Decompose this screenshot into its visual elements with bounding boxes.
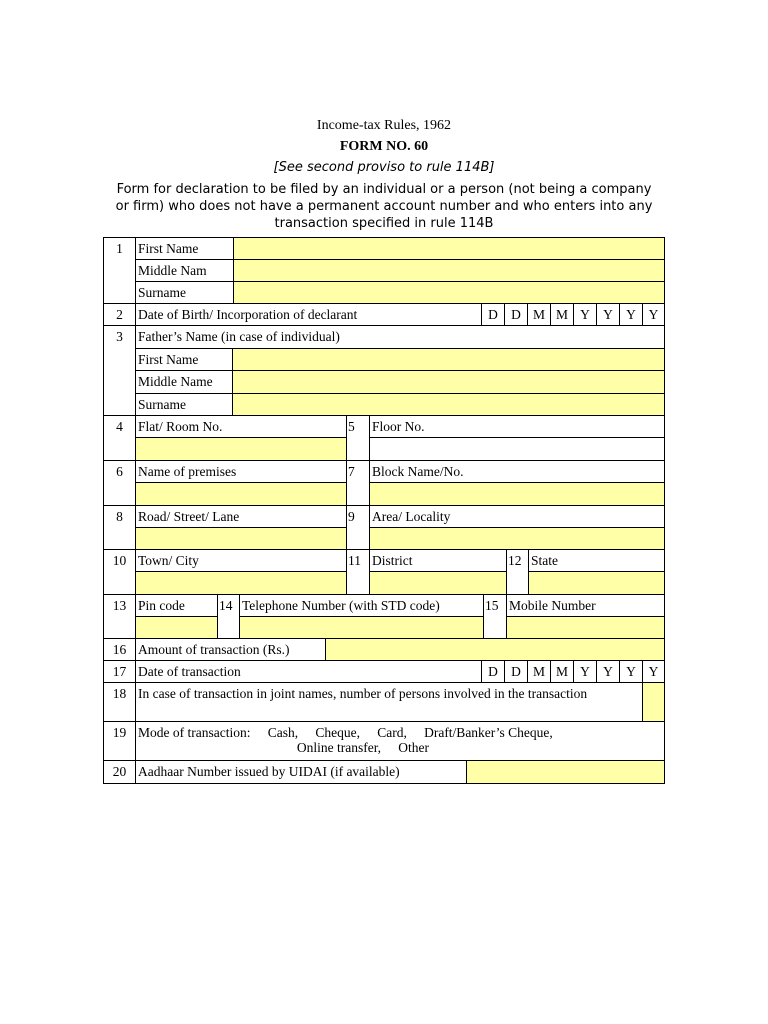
father-middle-name-label: Middle Name [135, 370, 233, 394]
txn-year-digit[interactable]: Y [619, 660, 643, 683]
father-surname-label: Surname [135, 393, 233, 416]
first-name-field[interactable] [233, 237, 665, 260]
row-number: 7 [346, 460, 370, 506]
form-title: FORM NO. 60 [339, 139, 429, 154]
fathers-name-label: Father’s Name (in case of individual) [135, 325, 665, 349]
amount-field[interactable] [325, 638, 665, 661]
row-number: 20 [103, 760, 136, 784]
row-number: 11 [346, 549, 370, 595]
txn-day-digit[interactable]: D [504, 660, 528, 683]
row-number: 12 [506, 549, 529, 595]
town-label: Town/ City [135, 549, 347, 572]
state-label: State [528, 549, 665, 572]
row-number: 16 [103, 638, 136, 661]
row-number: 17 [103, 660, 136, 683]
floor-field[interactable] [369, 437, 665, 461]
mode-of-transaction[interactable] [135, 721, 665, 761]
dob-day-digit[interactable]: D [504, 303, 528, 326]
txn-month-digit[interactable]: M [550, 660, 574, 683]
row-number: 13 [103, 594, 136, 639]
dob-year-digit[interactable]: Y [619, 303, 643, 326]
dob-month-digit[interactable]: M [527, 303, 551, 326]
father-middle-name-field[interactable] [232, 370, 665, 394]
premises-field[interactable] [135, 482, 347, 506]
surname-field[interactable] [233, 281, 665, 304]
telephone-field[interactable] [239, 616, 484, 639]
joint-names-label: In case of transaction in joint names, number of persons involved in the transaction [135, 682, 643, 722]
surname-label: Surname [135, 281, 234, 304]
row-number: 8 [103, 505, 136, 550]
town-field[interactable] [135, 571, 347, 595]
txn-month-digit[interactable]: M [527, 660, 551, 683]
area-label: Area/ Locality [369, 505, 665, 528]
mobile-field[interactable] [506, 616, 665, 639]
dob-year-digit[interactable]: Y [573, 303, 597, 326]
road-label: Road/ Street/ Lane [135, 505, 347, 528]
row-number: 2 [103, 303, 136, 326]
dob-year-digit[interactable]: Y [596, 303, 620, 326]
block-field[interactable] [369, 482, 665, 506]
row-number: 15 [483, 594, 507, 639]
aadhaar-field[interactable] [466, 760, 665, 784]
row-number: 14 [217, 594, 240, 639]
row-number: 5 [346, 415, 370, 461]
proviso-reference: [See second proviso to rule 114B] [273, 160, 495, 175]
dob-month-digit[interactable]: M [550, 303, 574, 326]
dob-day-digit[interactable]: D [481, 303, 505, 326]
joint-persons-field[interactable] [642, 682, 665, 722]
row-number: 3 [103, 325, 136, 416]
row-number: 4 [103, 415, 136, 461]
txn-year-digit[interactable]: Y [596, 660, 620, 683]
form-description: Form for declaration to be filed by an individual or a person (not being a company or firm) who does not have a permanent account number and who enters into any transaction specified in rule 114B [115, 182, 653, 231]
mobile-label: Mobile Number [506, 594, 665, 617]
area-field[interactable] [369, 527, 665, 550]
aadhaar-label: Aadhaar Number issued by UIDAI (if available) [135, 760, 467, 784]
pin-code-field[interactable] [135, 616, 218, 639]
father-first-name-field[interactable] [232, 348, 665, 371]
premises-label: Name of premises [135, 460, 347, 483]
txn-day-digit[interactable]: D [481, 660, 505, 683]
rules-title: Income-tax Rules, 1962 [316, 118, 452, 133]
amount-label: Amount of transaction (Rs.) [135, 638, 326, 661]
dob-year-digit[interactable]: Y [642, 303, 665, 326]
date-of-birth-label: Date of Birth/ Incorporation of declarant [135, 303, 482, 326]
row-number: 10 [103, 549, 136, 595]
flat-room-field[interactable] [135, 437, 347, 461]
district-label: District [369, 549, 507, 572]
middle-name-field[interactable] [233, 259, 665, 282]
row-number: 9 [346, 505, 370, 550]
floor-label: Floor No. [369, 415, 665, 438]
mode-options-line-1[interactable]: Mode of transaction: Cash, Cheque, Card, Draft/Banker’s Cheque, [138, 725, 498, 740]
block-label: Block Name/No. [369, 460, 665, 483]
row-number: 18 [103, 682, 136, 722]
txn-year-digit[interactable]: Y [642, 660, 665, 683]
middle-name-label: Middle Nam [135, 259, 234, 282]
district-field[interactable] [369, 571, 507, 595]
row-number: 1 [103, 237, 136, 304]
txn-year-digit[interactable]: Y [573, 660, 597, 683]
road-field[interactable] [135, 527, 347, 550]
mode-options-line-2[interactable]: Online transfer, Other [296, 740, 416, 755]
row-number: 6 [103, 460, 136, 506]
pin-code-label: Pin code [135, 594, 218, 617]
state-field[interactable] [528, 571, 665, 595]
first-name-label: First Name [135, 237, 234, 260]
row-number: 19 [103, 721, 136, 761]
transaction-date-label: Date of transaction [135, 660, 482, 683]
father-surname-field[interactable] [232, 393, 665, 416]
father-first-name-label: First Name [135, 348, 233, 371]
telephone-label: Telephone Number (with STD code) [239, 594, 484, 617]
flat-room-label: Flat/ Room No. [135, 415, 347, 438]
